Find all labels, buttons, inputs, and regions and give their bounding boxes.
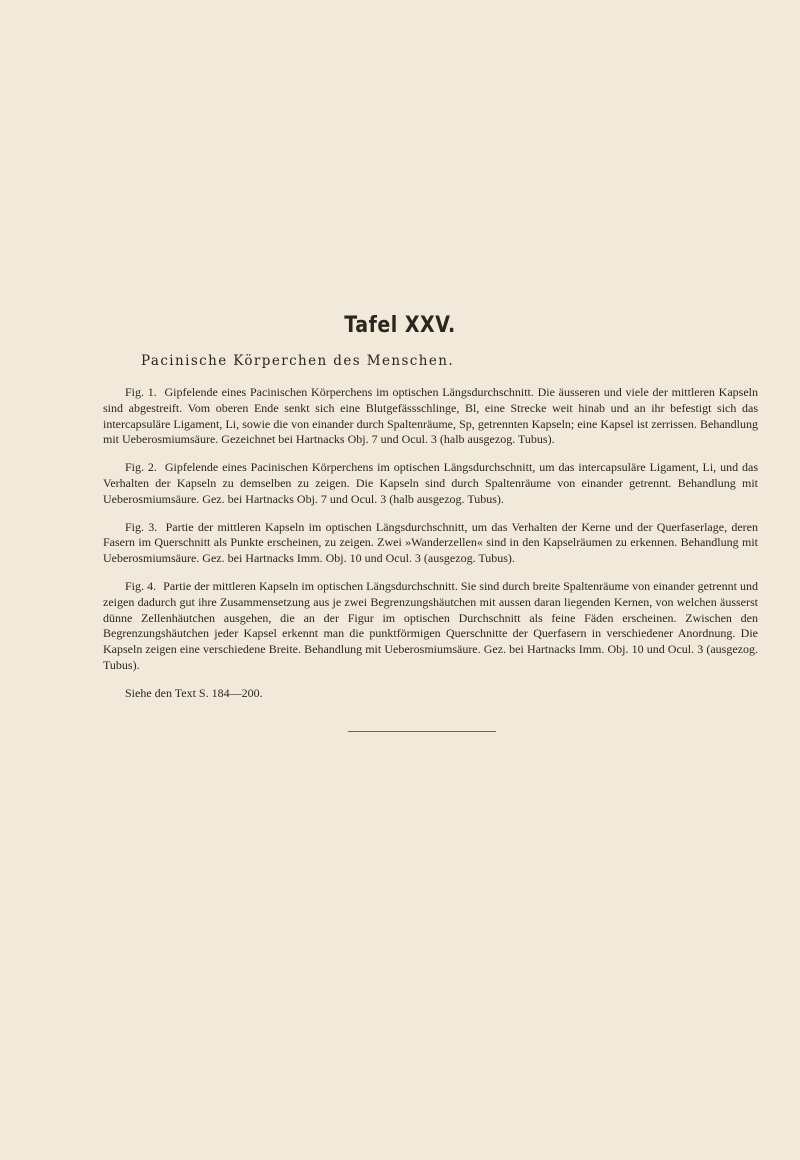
figure-description: Partie der mittleren Kapseln im optischen Längsdurchschnitt. Sie sind durch breite Spaltenräume von einander getrennt und zeigen dadurch gut ihre Zusammensetzung aus je zwei Begrenzungshäutchen mit aussen daran liegenden Kernen, von welchen äusserst dünne Zellenhäutchen ausgehen, die an der Figur im optischen Durchschnitt als feine Fäden erscheinen. Zwischen den Begrenzungshäutchen jeder Kapsel erkennt man die punktförmigen Querschnitte der Querfasern in verschiedener Anordnung. Die Kapseln zeigen eine verschiedene Breite. Behandlung mit Ueberosmiumsäure. Gez. bei Hartnacks Imm. Obj. 10 und Ocul. 3 (ausgezog. Tubus).: [103, 578, 758, 672]
figure-description: Partie der mittleren Kapseln im optischen Längsdurchschnitt, um das Verhalten der Kerne und der Querfaserlage, deren Fasern im Querschnitt als Punkte erscheinen, zu zeigen. Zwei »Wanderzellen« sind in den Kapselräumen zu erkennen. Behandlung mit Ueberosmiumsäure. Gez. bei Hartnacks Imm. Obj. 10 und Ocul. 3 (ausgezog. Tubus).: [103, 519, 759, 566]
figure-legend: [103, 385, 758, 702]
figure-label: Fig. 2.: [125, 460, 157, 475]
plate-subtitle: Pacinische Körperchen des Menschen.: [141, 353, 455, 369]
figure-description: Gipfelende eines Pacinischen Körperchens im optischen Längsdurchschnitt, um das intercapsuläre Ligament, Li, und das Verhalten der Kapseln zu demselben zu zeigen. Die Kapseln sind durch Spaltenräume von einander getrennt. Behandlung mit Ueberosmiumsäure. Gez. bei Hartnacks Obj. 7 und Ocul. 3 (halb ausgezog. Tubus).: [103, 460, 758, 506]
figure-caption-3: [103, 520, 758, 567]
figure-label: Fig. 4.: [125, 578, 157, 593]
figure-caption-4: [103, 579, 758, 674]
figure-caption-2: [103, 460, 758, 507]
closing-rule: [348, 731, 496, 732]
figure-description: Gipfelende eines Pacinischen Körperchens im optischen Längsdurchschnitt. Die äusseren und viele der mittleren Kapseln sind abgestreift. Vom oberen Ende senkt sich eine Blutgefässschlinge, Bl, eine Strecke weit hinab und an ihr befestigt sich das intercapsuläre Ligament, Li, sowie die von einander durch Spaltenräume, Sp, getrennten Kapseln; eine Kapsel ist zerrissen. Behandlung mit Ueberosmiumsäure. Gezeichnet bei Hartnacks Obj. 7 und Ocul. 3 (halb ausgezog. Tubus).: [103, 385, 759, 447]
plate-title: Tafel XXV.: [344, 312, 456, 338]
figure-caption-1: [103, 385, 758, 448]
figure-label: Fig. 1.: [125, 385, 157, 399]
text-reference: Siehe den Text S. 184—200.: [125, 685, 263, 700]
figure-label: Fig. 3.: [125, 519, 158, 534]
